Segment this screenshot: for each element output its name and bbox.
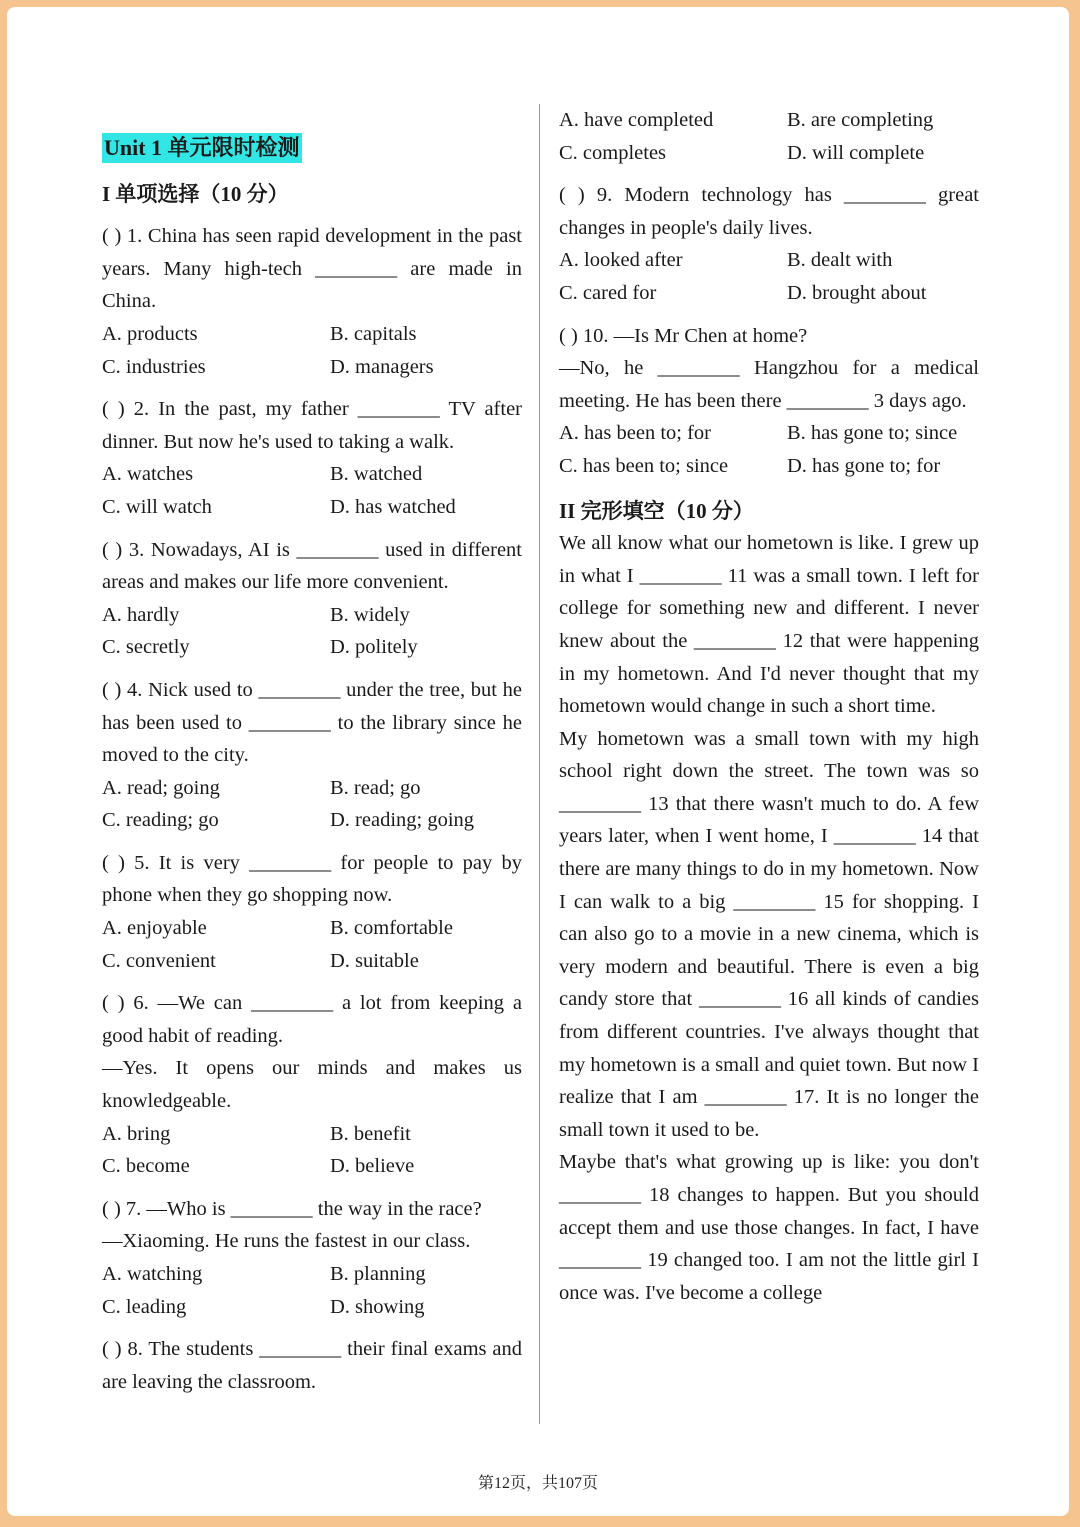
- option-b: B. are completing: [787, 109, 934, 131]
- options: [102, 912, 522, 977]
- options: [559, 417, 979, 482]
- options: [559, 244, 979, 309]
- question-stem: ( ) 10. —Is Mr Chen at home?: [559, 324, 808, 347]
- option-a: A. watching: [102, 1263, 203, 1285]
- question-stem: ( ) 6. —We can ________ a lot from keeping a good habit of reading.: [102, 992, 522, 1047]
- passage-paragraph-1: We all know what our hometown is like. I grew up in what I ________ 11 was a small town. I left for college for something new and different. I never knew about the ________ 12 that were happening in my hometown. And I'd never thought that my hometown would change in such a short time.: [559, 532, 979, 718]
- option-d: D. has watched: [330, 495, 456, 518]
- left-column: [102, 102, 522, 1398]
- option-b: B. read; go: [330, 776, 421, 799]
- question-2: [102, 393, 522, 523]
- option-b: B. capitals: [330, 322, 417, 345]
- option-c: C. cared for: [559, 281, 657, 304]
- option-d: D. will complete: [787, 141, 925, 164]
- question-6: [102, 987, 522, 1183]
- question-response: —Xiaoming. He runs the fastest in our class.: [102, 1230, 471, 1253]
- option-a: A. read; going: [102, 776, 220, 799]
- option-c: C. secretly: [102, 636, 190, 659]
- question-stem: ( ) 7. —Who is ________ the way in the race?: [102, 1197, 482, 1220]
- option-a: A. has been to; for: [559, 422, 711, 445]
- section-heading-1: I 单项选择（10 分）: [102, 181, 289, 206]
- option-a: A. hardly: [102, 603, 180, 626]
- option-d: D. has gone to; for: [787, 454, 941, 477]
- option-c: C. has been to; since: [559, 454, 729, 477]
- options: [102, 599, 522, 664]
- option-b: B. has gone to; since: [787, 422, 958, 445]
- question-5: [102, 847, 522, 977]
- option-c: C. reading; go: [102, 809, 219, 832]
- question-7: [102, 1193, 522, 1323]
- option-d: D. managers: [330, 355, 434, 378]
- option-b: B. planning: [330, 1263, 426, 1285]
- option-b: B. benefit: [330, 1122, 411, 1145]
- right-column: [559, 102, 979, 1309]
- question-4: [102, 674, 522, 837]
- page-number: 第12页，共107页: [477, 1475, 598, 1492]
- option-c: C. leading: [102, 1295, 187, 1318]
- option-b: B. dealt with: [787, 249, 893, 272]
- question-stem: ( ) 1. China has seen rapid development in the past years. Many high-tech ________ are made in China.: [102, 225, 522, 313]
- passage-paragraph-2: My hometown was a small town with my high school right down the street. The town was so ________ 13 that there wasn't much to do. A few years later, when I went home, I ________ 14 that there are many things to do in my hometown. Now I can walk to a big ________ 15 for shopping. I can also go to a movie in a new cinema, which is very modern and beautiful. There is even a big candy store that ________ 16 all kinds of candies from different countries. I've always thought that my hometown is a small and quiet town. But now I realize that I am ________ 17. It is no longer the small town it used to be.: [559, 727, 979, 1141]
- options: [102, 318, 522, 383]
- option-d: D. politely: [330, 636, 418, 659]
- option-b: B. watched: [330, 463, 423, 486]
- option-d: D. believe: [330, 1155, 415, 1178]
- question-stem: ( ) 3. Nowadays, AI is ________ used in different areas and makes our life more convenient.: [102, 538, 522, 594]
- question-response: —Yes. It opens our minds and makes us knowledgeable.: [102, 1057, 522, 1113]
- option-b: B. comfortable: [330, 917, 453, 940]
- option-b: B. widely: [330, 603, 410, 626]
- option-a: A. watches: [102, 463, 194, 486]
- option-c: C. completes: [559, 141, 667, 164]
- option-d: D. suitable: [330, 949, 419, 972]
- question-8-options: [559, 104, 979, 169]
- question-3: [102, 534, 522, 664]
- question-9: [559, 179, 979, 309]
- options: [102, 1258, 522, 1323]
- section-heading-2: II 完形填空（10 分）: [559, 498, 754, 523]
- question-stem: ( ) 9. Modern technology has ________ great changes in people's daily lives.: [559, 184, 979, 239]
- option-d: D. reading; going: [330, 809, 475, 832]
- options: [102, 772, 522, 837]
- page-title: Unit 1 单元限时检测: [102, 133, 302, 163]
- option-a: A. looked after: [559, 249, 683, 272]
- option-c: C. convenient: [102, 949, 216, 972]
- question-10: [559, 320, 979, 483]
- question-response: —No, he ________ Hangzhou for a medical meeting. He has been there ________ 3 days ago.: [559, 357, 979, 412]
- option-c: C. will watch: [102, 495, 212, 518]
- question-8: [102, 1333, 522, 1398]
- question-stem: ( ) 8. The students ________ their final exams and are leaving the classroom.: [102, 1338, 522, 1393]
- passage-paragraph-3: Maybe that's what growing up is like: you don't ________ 18 changes to happen. But you should accept them and use those changes. In fact, I have ________ 19 changed too. I am not the little girl I once was. I've become a college: [559, 1151, 979, 1304]
- option-a: A. bring: [102, 1122, 171, 1145]
- column-divider: [539, 104, 540, 1424]
- option-a: A. products: [102, 322, 198, 345]
- option-c: C. become: [102, 1155, 190, 1178]
- question-stem: ( ) 5. It is very ________ for people to pay by phone when they go shopping now.: [102, 851, 522, 907]
- option-a: A. enjoyable: [102, 917, 207, 940]
- options: [102, 458, 522, 523]
- options: [102, 1118, 522, 1183]
- option-d: D. showing: [330, 1295, 425, 1318]
- option-d: D. brought about: [787, 281, 927, 304]
- question-stem: ( ) 2. In the past, my father ________ TV after dinner. But now he's used to taking a walk.: [102, 398, 522, 453]
- option-a: A. have completed: [559, 109, 714, 131]
- document-page: [7, 7, 1069, 1516]
- question-stem: ( ) 4. Nick used to ________ under the tree, but he has been used to ________ to the library since he moved to the city.: [102, 678, 522, 767]
- question-1: [102, 220, 522, 383]
- option-c: C. industries: [102, 355, 206, 378]
